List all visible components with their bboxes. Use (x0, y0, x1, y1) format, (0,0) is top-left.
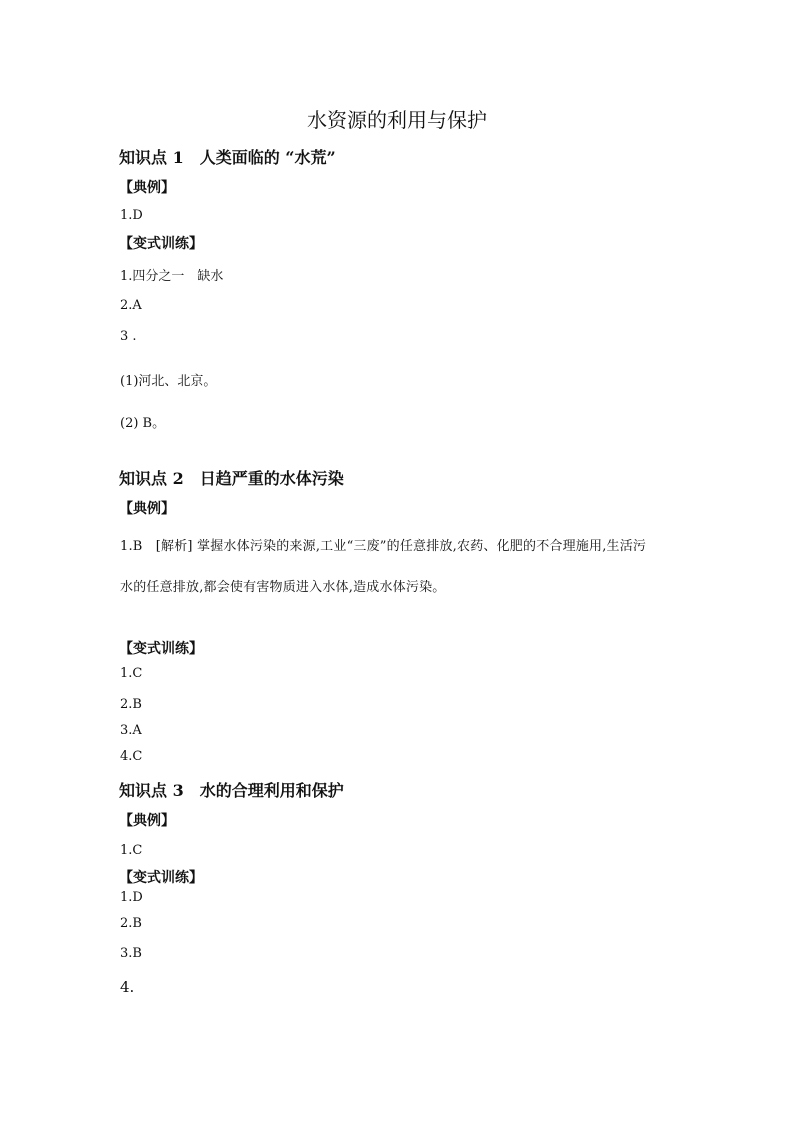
section-3-example-tag: 【典例】 (119, 813, 175, 829)
section-3-answer: 3.B (120, 946, 142, 961)
section-2-answer: 2.B (120, 697, 142, 712)
section-2-answer: 1.C (120, 666, 143, 681)
section-2-drill-tag: 【变式训练】 (119, 641, 203, 657)
section-3-answer: 4. (120, 978, 135, 996)
section-1-example-tag: 【典例】 (119, 180, 175, 196)
section-2-explanation-line-1: 1.B [解析] 掌握水体污染的来源,工业“三废”的任意排放,农药、化肥的不合理施用,生活污 (120, 539, 647, 554)
section-1-answer: (1)河北、北京。 (120, 374, 217, 389)
section-2-explanation-line-2: 水的任意排放,都会使有害物质进入水体,造成水体污染。 (120, 580, 446, 595)
section-3-answer: 2.B (120, 916, 142, 931)
section-1-answer: 3 . (120, 329, 137, 344)
section-2-answer: 4.C (120, 749, 143, 764)
section-2-answer: 3.A (120, 723, 142, 738)
section-2-example-tag: 【典例】 (119, 501, 175, 517)
section-1-drill-tag: 【变式训练】 (119, 236, 203, 252)
section-1-answer: (2) B。 (120, 416, 166, 431)
section-3-heading: 知识点 3 水的合理利用和保护 (119, 781, 344, 800)
section-3-answer: 1.D (120, 890, 143, 905)
section-2-heading: 知识点 2 日趋严重的水体污染 (119, 469, 344, 488)
section-3-drill-tag: 【变式训练】 (119, 870, 203, 886)
section-3-example-answer: 1.C (120, 843, 143, 858)
page-title: 水资源的利用与保护 (307, 108, 487, 132)
section-1-answer: 2.A (120, 298, 142, 313)
section-1-answer: 1.四分之一 缺水 (120, 269, 224, 284)
section-1-example-answer: 1.D (120, 208, 143, 223)
section-1-heading: 知识点 1 人类面临的 “水荒” (119, 148, 336, 167)
